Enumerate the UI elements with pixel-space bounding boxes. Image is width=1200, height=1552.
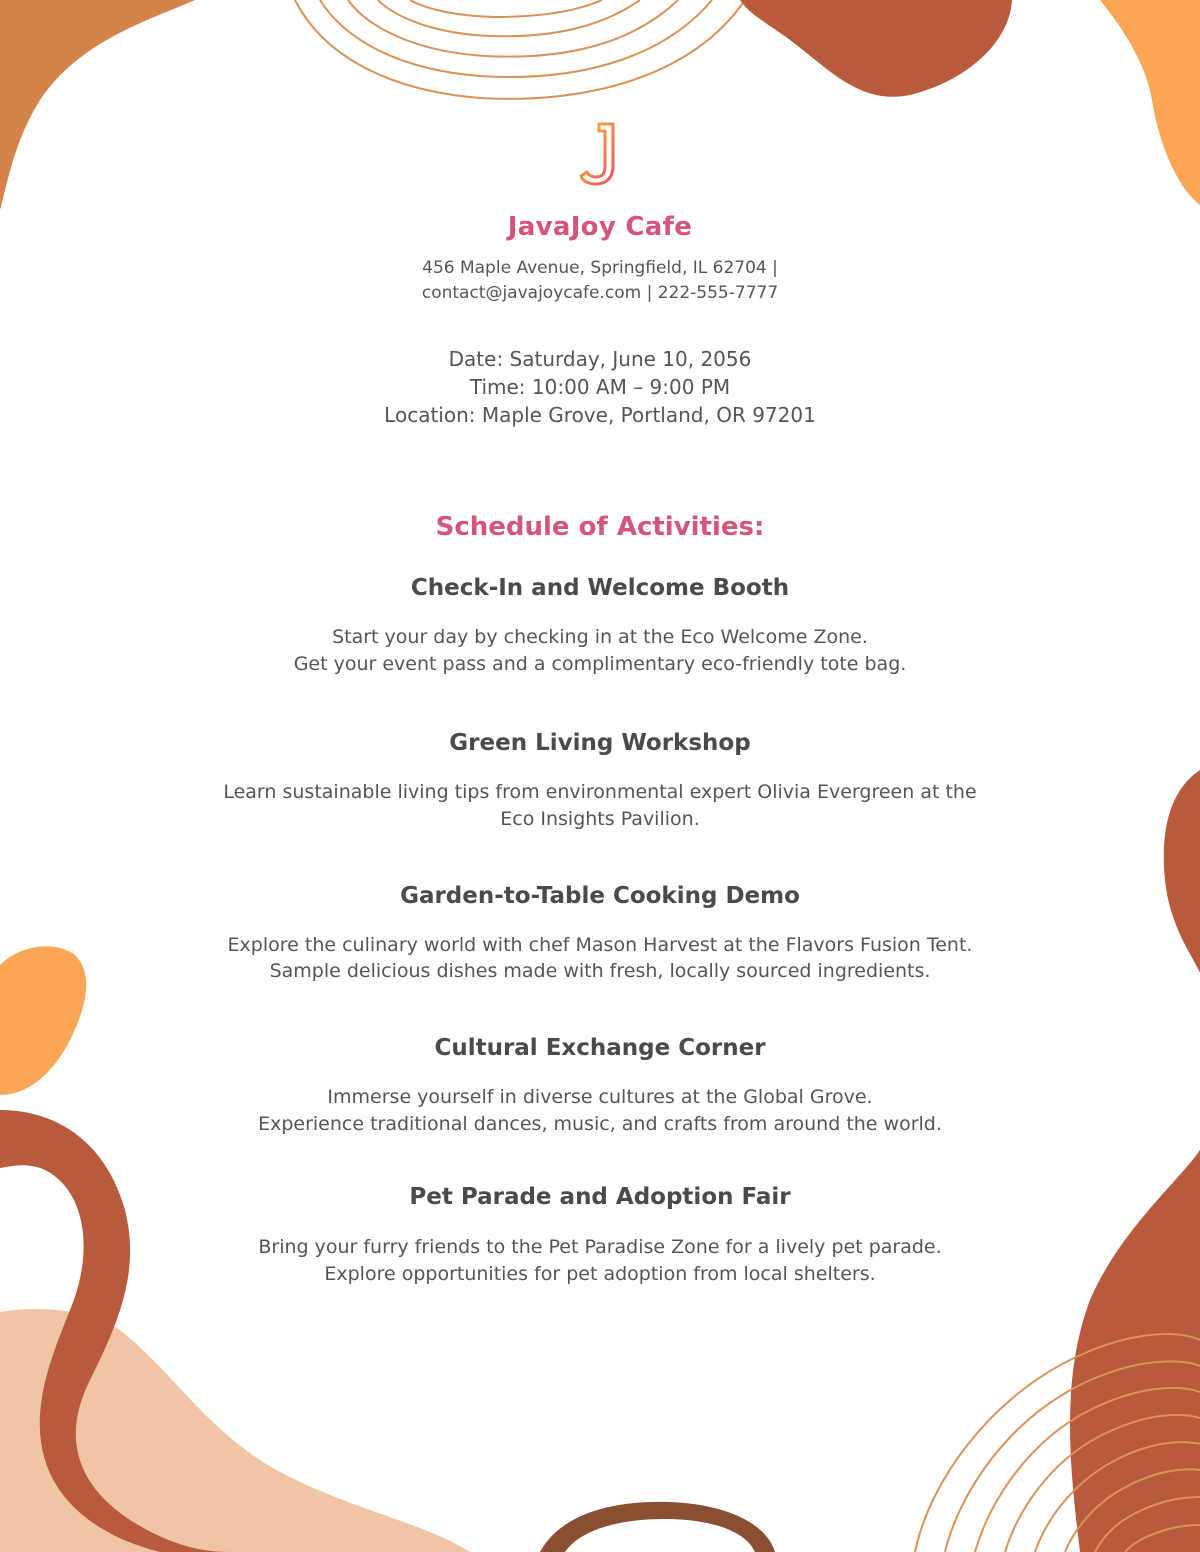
activity-description bbox=[215, 1084, 985, 1138]
activity-title: Pet Parade and Adoption Fair bbox=[409, 1184, 791, 1210]
activity-description bbox=[215, 932, 985, 984]
activity-description bbox=[215, 624, 985, 678]
cafe-logo-j-icon bbox=[575, 120, 625, 188]
activity-description bbox=[215, 1234, 985, 1288]
activity-description-line: Sample delicious dishes made with fresh, locally sourced ingredients. bbox=[269, 960, 931, 982]
activity-title: Green Living Workshop bbox=[449, 730, 751, 756]
cafe-email-phone: contact@javajoycafe.com | 222-555-7777 bbox=[421, 283, 779, 303]
activity-description-line: Learn sustainable living tips from environmental expert Olivia Evergreen at the Eco Insights Pavilion. bbox=[223, 781, 977, 830]
activity-description bbox=[215, 779, 985, 833]
event-time: Time: 10:00 AM – 9:00 PM bbox=[469, 375, 731, 399]
cafe-address: 456 Maple Avenue, Springfield, IL 62704 | bbox=[422, 258, 778, 278]
cafe-name: JavaJoy Cafe bbox=[507, 212, 693, 242]
activity-description-line: Explore the culinary world with chef Mason Harvest at the Flavors Fusion Tent. bbox=[227, 934, 973, 956]
activity-description-line: Experience traditional dances, music, and crafts from around the world. bbox=[258, 1113, 942, 1135]
activity-description-line: Explore opportunities for pet adoption from local shelters. bbox=[324, 1263, 876, 1285]
activity-title: Cultural Exchange Corner bbox=[434, 1035, 766, 1061]
activity-title: Garden-to-Table Cooking Demo bbox=[400, 883, 800, 909]
event-location: Location: Maple Grove, Portland, OR 97201 bbox=[384, 403, 816, 427]
event-date: Date: Saturday, June 10, 2056 bbox=[448, 347, 752, 371]
activity-title: Check-In and Welcome Booth bbox=[410, 575, 790, 601]
schedule-heading: Schedule of Activities: bbox=[435, 512, 765, 542]
activity-description-line: Start your day by checking in at the Eco Welcome Zone. bbox=[332, 626, 868, 648]
activity-description-line: Immerse yourself in diverse cultures at the Global Grove. bbox=[327, 1086, 873, 1108]
activity-description-line: Bring your furry friends to the Pet Paradise Zone for a lively pet parade. bbox=[258, 1236, 942, 1258]
cafe-contact-info bbox=[0, 256, 1200, 306]
activity-description-line: Get your event pass and a complimentary eco-friendly tote bag. bbox=[293, 653, 907, 675]
